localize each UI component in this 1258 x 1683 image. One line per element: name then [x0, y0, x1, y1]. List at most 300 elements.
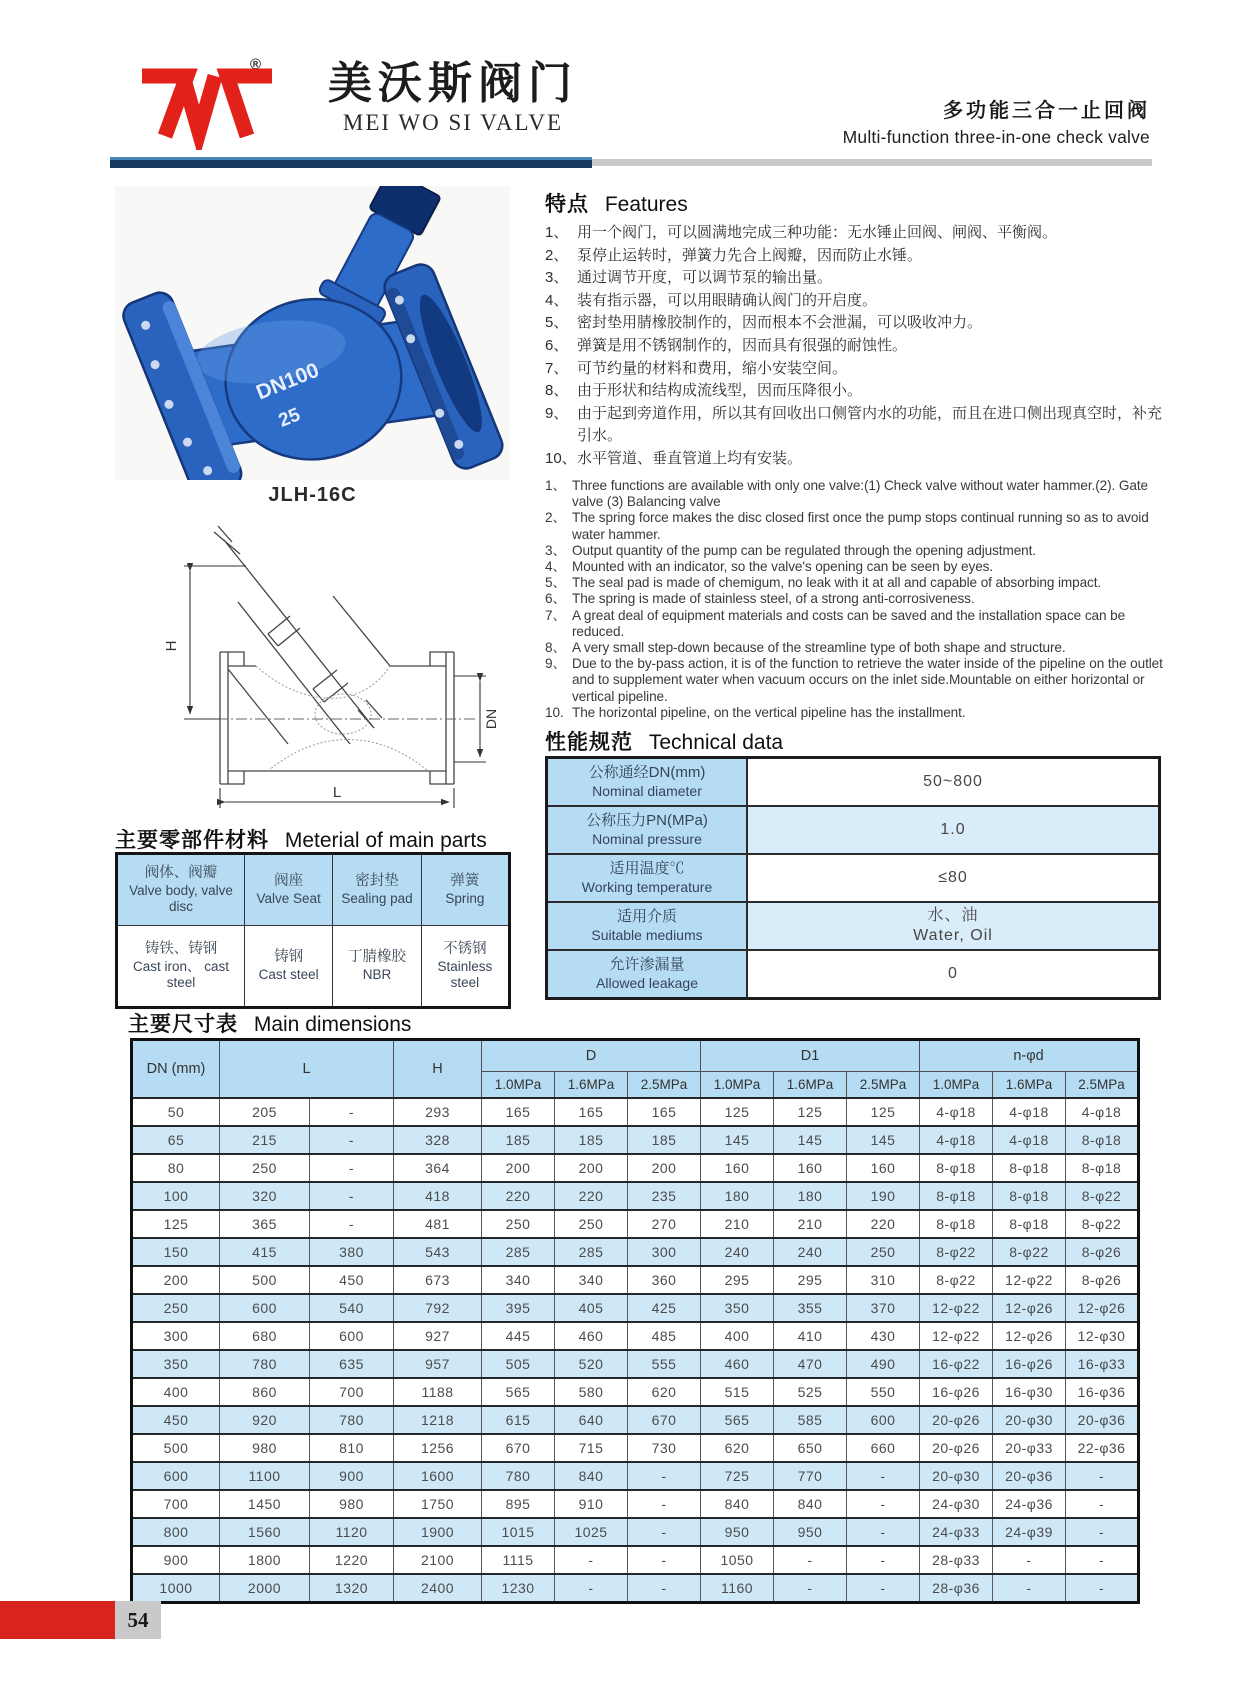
technical-value-line: 50~800 [923, 773, 983, 790]
dim-cell: 12-φ22 [920, 1322, 993, 1350]
dim-cell: 680 [220, 1322, 310, 1350]
dim-cell: 1450 [220, 1490, 310, 1518]
dim-cell: - [310, 1154, 394, 1182]
feature-text: 通过调节开度，可以调节泵的输出量。 [577, 269, 833, 287]
materials-title [115, 824, 487, 854]
feature-text: 由于起到旁道作用，所以其有回收出口侧管内水的功能，而且在进口侧出现真空时，补充引水。 [577, 404, 1163, 445]
dim-cell: 1900 [394, 1518, 482, 1546]
materials-header-cell: 弹簧 Spring [421, 854, 509, 926]
dim-cell: 8-φ26 [1066, 1266, 1139, 1294]
dim-cell: 310 [847, 1266, 920, 1294]
pressure-header: 1.0MPa [701, 1072, 774, 1099]
dim-cell: 16-φ33 [1066, 1350, 1139, 1378]
feature-number: 2、 [545, 510, 566, 526]
table-row [132, 1518, 1139, 1546]
dim-cell: 180 [774, 1182, 847, 1210]
dim-cell: - [628, 1518, 701, 1546]
dim-cell: 235 [628, 1182, 701, 1210]
feature-text: 泵停止运转时，弹簧力先合上阀瓣，因而防止水锤。 [577, 246, 923, 264]
technical-label-en: Allowed leakage [596, 974, 698, 991]
valve-photo [115, 186, 510, 480]
feature-item-en [545, 705, 1163, 721]
dim-cell: 1800 [220, 1546, 310, 1574]
dim-cell: 380 [310, 1238, 394, 1266]
dim-cell: 670 [628, 1406, 701, 1434]
dim-cell: 485 [628, 1322, 701, 1350]
technical-label-cn: 适用温度℃ [609, 860, 685, 878]
dim-cell: 1100 [220, 1462, 310, 1490]
dim-cell: 145 [847, 1126, 920, 1154]
table-row [132, 1350, 1139, 1378]
dim-cell: 165 [482, 1098, 555, 1126]
features-title-en: Features [604, 193, 688, 216]
materials-value-cell: 不锈钢 Stainless steel [421, 926, 509, 1008]
dim-cell: 1050 [701, 1546, 774, 1574]
dim-cell: 410 [774, 1322, 847, 1350]
valve-drawing-svg [128, 514, 518, 816]
technical-value-line: Water, Oil [913, 927, 993, 944]
dim-cell: 1218 [394, 1406, 482, 1434]
dim-cell: 250 [132, 1294, 220, 1322]
technical-label [548, 759, 748, 805]
dim-cell: 1025 [555, 1518, 628, 1546]
dim-cell: - [1066, 1574, 1139, 1603]
dim-cell: 860 [220, 1378, 310, 1406]
dimensions-title-cn: 主要尺寸表 [128, 1013, 238, 1036]
feature-number: 8、 [545, 640, 566, 656]
dim-cell: - [847, 1574, 920, 1603]
dim-cell: 20-φ33 [993, 1434, 1066, 1462]
dim-cell: 220 [482, 1182, 555, 1210]
technical-value [748, 759, 1158, 805]
feature-number: 7、 [545, 359, 569, 377]
technical-label-en: Working temperature [581, 878, 713, 895]
brand-logo [138, 56, 288, 152]
dim-cell: 190 [847, 1182, 920, 1210]
dim-cell: 340 [482, 1266, 555, 1294]
table-row [132, 1294, 1139, 1322]
dim-cell: - [628, 1574, 701, 1603]
dim-cell: 910 [555, 1490, 628, 1518]
technical-row [548, 949, 1158, 997]
dim-cell: 2100 [394, 1546, 482, 1574]
table-row [132, 1266, 1139, 1294]
pressure-header: 2.5MPa [847, 1072, 920, 1099]
technical-row [548, 805, 1158, 853]
dim-cell: 400 [701, 1322, 774, 1350]
feature-item-cn [545, 448, 1163, 471]
materials-header-cell: 阀座 Valve Seat [245, 854, 333, 926]
features-list-en [545, 478, 1163, 721]
dim-cell: - [847, 1490, 920, 1518]
technical-value-line: 1.0 [940, 821, 966, 838]
feature-item-cn [545, 380, 1163, 403]
table-row [132, 1434, 1139, 1462]
feature-number: 7、 [545, 607, 566, 623]
dim-cell: 24-φ39 [993, 1518, 1066, 1546]
dim-cell: 145 [774, 1126, 847, 1154]
dim-cell: 350 [701, 1294, 774, 1322]
table-row [132, 1154, 1139, 1182]
feature-text: 用一个阀门，可以圆满地完成三种功能：无水锤止回阀、闸阀、平衡阀。 [577, 224, 1058, 241]
dimensions-header-row-1 [132, 1040, 1139, 1072]
dim-cell: 980 [310, 1490, 394, 1518]
dim-cell: 12-φ30 [1066, 1322, 1139, 1350]
feature-item-en [545, 543, 1163, 559]
table-row [132, 1098, 1139, 1126]
dim-cell: 620 [628, 1378, 701, 1406]
dim-cell: 430 [847, 1322, 920, 1350]
brand-name-cn: 美沃斯阀门 [328, 59, 578, 108]
dim-cell: 4-φ18 [993, 1098, 1066, 1126]
dim-cell: - [628, 1462, 701, 1490]
dim-cell: 415 [220, 1238, 310, 1266]
pressure-header: 1.6MPa [993, 1072, 1066, 1099]
dim-cell: 505 [482, 1350, 555, 1378]
dim-cell: 16-φ36 [1066, 1378, 1139, 1406]
dim-cell: 16-φ22 [920, 1350, 993, 1378]
feature-text: The spring is made of stainless steel, of a strong anti-corrosiveness. [572, 591, 975, 607]
dim-cell: 840 [774, 1490, 847, 1518]
dim-cell: 1750 [394, 1490, 482, 1518]
col-header-n-phi-d: n-φd [920, 1040, 1139, 1072]
col-header-h: H [394, 1040, 482, 1099]
dim-cell: - [628, 1490, 701, 1518]
dim-cell: 555 [628, 1350, 701, 1378]
dim-cell: 16-φ26 [993, 1350, 1066, 1378]
dim-cell: 8-φ18 [920, 1154, 993, 1182]
feature-number: 8、 [545, 382, 569, 400]
product-title-en: Multi-function three-in-one check valve [842, 127, 1150, 147]
feature-number: 5、 [545, 575, 566, 591]
dim-cell: - [774, 1574, 847, 1603]
dim-cell: 240 [701, 1238, 774, 1266]
dim-cell: 4-φ18 [920, 1098, 993, 1126]
dim-cell: 250 [847, 1238, 920, 1266]
feature-text: The horizontal pipeline, on the vertical pipeline has the installment. [572, 704, 966, 720]
dim-cell: 355 [774, 1294, 847, 1322]
dim-cell: 125 [774, 1098, 847, 1126]
feature-item-en [545, 559, 1163, 575]
dim-cell: 240 [774, 1238, 847, 1266]
dim-cell: 481 [394, 1210, 482, 1238]
dim-cell: 500 [132, 1434, 220, 1462]
dim-cell: - [1066, 1490, 1139, 1518]
dim-cell: 50 [132, 1098, 220, 1126]
table-row [132, 1210, 1139, 1238]
table-row [132, 1322, 1139, 1350]
header-rule-blue [110, 157, 592, 168]
dim-cell: 405 [555, 1294, 628, 1322]
dim-cell: - [847, 1546, 920, 1574]
dim-cell: 635 [310, 1350, 394, 1378]
dim-cell: 285 [482, 1238, 555, 1266]
feature-number: 2、 [545, 246, 569, 264]
product-title-block [843, 94, 1150, 148]
dim-cell: 24-φ36 [993, 1490, 1066, 1518]
dim-cell: 24-φ33 [920, 1518, 993, 1546]
table-row [132, 1182, 1139, 1210]
materials-table [115, 852, 511, 1009]
dim-cell: 395 [482, 1294, 555, 1322]
feature-item-en [545, 478, 1163, 510]
dim-cell: 16-φ26 [920, 1378, 993, 1406]
dim-cell: 800 [132, 1518, 220, 1546]
technical-data-table [545, 756, 1161, 1000]
dim-cell: 125 [701, 1098, 774, 1126]
feature-number: 4、 [545, 559, 566, 575]
technical-label-cn: 公称通经DN(mm) [588, 764, 706, 782]
dim-cell: 780 [220, 1350, 310, 1378]
dim-label-h: H [163, 640, 180, 652]
dim-cell: 4-φ18 [920, 1126, 993, 1154]
dim-cell: 500 [220, 1266, 310, 1294]
dim-cell: 585 [774, 1406, 847, 1434]
dim-cell: - [1066, 1462, 1139, 1490]
feature-number: 4、 [545, 291, 569, 309]
technical-value [748, 951, 1158, 997]
dim-cell: - [310, 1210, 394, 1238]
feature-item-cn [545, 403, 1163, 448]
dimensions-title-en: Main dimensions [253, 1013, 412, 1036]
dim-cell: 1256 [394, 1434, 482, 1462]
dim-cell: 700 [132, 1490, 220, 1518]
dim-cell: 650 [774, 1434, 847, 1462]
dim-cell: 1320 [310, 1574, 394, 1603]
technical-label-cn: 允许渗漏量 [609, 956, 685, 974]
dim-cell: 490 [847, 1350, 920, 1378]
header-rule [110, 157, 1152, 168]
dim-cell: 250 [220, 1154, 310, 1182]
dim-cell: 8-φ22 [1066, 1210, 1139, 1238]
materials-value-cell: 丁腈橡胶 NBR [333, 926, 421, 1008]
feature-item-cn [545, 290, 1163, 313]
dim-cell: 770 [774, 1462, 847, 1490]
dim-cell: 285 [555, 1238, 628, 1266]
product-title-cn: 多功能三合一止回阀 [943, 100, 1150, 122]
dim-cell: 8-φ26 [1066, 1238, 1139, 1266]
dim-cell: 520 [555, 1350, 628, 1378]
dim-cell: 20-φ26 [920, 1434, 993, 1462]
pressure-header: 2.5MPa [1066, 1072, 1139, 1099]
dim-cell: 20-φ26 [920, 1406, 993, 1434]
table-row [132, 1378, 1139, 1406]
dim-cell: 12-φ22 [993, 1266, 1066, 1294]
dim-cell: 400 [132, 1378, 220, 1406]
dim-cell: 620 [701, 1434, 774, 1462]
dim-cell: 210 [701, 1210, 774, 1238]
dim-cell: 370 [847, 1294, 920, 1322]
feature-number: 5、 [545, 314, 569, 332]
dim-cell: 660 [847, 1434, 920, 1462]
dim-cell: - [993, 1574, 1066, 1603]
dim-cell: 80 [132, 1154, 220, 1182]
dim-cell: 600 [310, 1322, 394, 1350]
technical-label [548, 903, 748, 949]
dim-cell: 300 [132, 1322, 220, 1350]
feature-number: 3、 [545, 269, 569, 287]
dim-cell: 8-φ18 [993, 1210, 1066, 1238]
table-row [132, 1126, 1139, 1154]
dim-cell: 300 [628, 1238, 701, 1266]
feature-number: 1、 [545, 478, 566, 493]
dim-cell: 8-φ18 [1066, 1154, 1139, 1182]
dim-cell: 1220 [310, 1546, 394, 1574]
dim-cell: 565 [701, 1406, 774, 1434]
dim-cell: 185 [482, 1126, 555, 1154]
materials-header-cell: 密封垫 Sealing pad [333, 854, 421, 926]
pressure-header: 1.0MPa [920, 1072, 993, 1099]
dim-cell: 20-φ36 [1066, 1406, 1139, 1434]
dim-cell: 460 [701, 1350, 774, 1378]
dim-cell: 792 [394, 1294, 482, 1322]
feature-item-cn [545, 267, 1163, 290]
dim-cell: 640 [555, 1406, 628, 1434]
dim-cell: 580 [555, 1378, 628, 1406]
dim-cell: 600 [847, 1406, 920, 1434]
dim-cell: 540 [310, 1294, 394, 1322]
feature-number: 10、 [545, 449, 577, 467]
feature-text: A very small step-down because of the streamline type of both shape and structure. [572, 640, 1066, 656]
dim-cell: 515 [701, 1378, 774, 1406]
technical-value-line: 0 [948, 965, 958, 982]
dim-cell: 670 [482, 1434, 555, 1462]
dim-cell: 12-φ26 [993, 1294, 1066, 1322]
header-rule-gray [592, 159, 1152, 166]
model-label: JLH-16C [268, 484, 357, 506]
dim-cell: 4-φ18 [1066, 1098, 1139, 1126]
dim-cell: 250 [555, 1210, 628, 1238]
registered-mark: ® [250, 56, 262, 73]
col-header-dn: DN (mm) [132, 1040, 220, 1099]
technical-row [548, 901, 1158, 949]
dim-cell: 4-φ18 [993, 1126, 1066, 1154]
dim-cell: 160 [701, 1154, 774, 1182]
feature-number: 6、 [545, 591, 566, 607]
dim-cell: 8-φ18 [993, 1182, 1066, 1210]
dimensions-table [130, 1038, 1140, 1604]
feature-number: 3、 [545, 542, 566, 558]
dim-cell: 980 [220, 1434, 310, 1462]
dim-cell: 673 [394, 1266, 482, 1294]
pressure-header: 1.6MPa [555, 1072, 628, 1099]
feature-item-cn [545, 245, 1163, 268]
materials-title-cn: 主要零部件材料 [115, 829, 269, 852]
dim-cell: 320 [220, 1182, 310, 1210]
pressure-header: 1.6MPa [774, 1072, 847, 1099]
col-header-l: L [220, 1040, 394, 1099]
dim-cell: 205 [220, 1098, 310, 1126]
dim-cell: 12-φ26 [1066, 1294, 1139, 1322]
technical-row [548, 759, 1158, 805]
dim-cell: 950 [774, 1518, 847, 1546]
materials-value-row [117, 926, 510, 1008]
dim-cell: 12-φ26 [993, 1322, 1066, 1350]
dim-cell: - [628, 1546, 701, 1574]
dim-cell: 1600 [394, 1462, 482, 1490]
dim-cell: 8-φ18 [920, 1210, 993, 1238]
valve-photo-illustration [115, 186, 510, 480]
technical-label-en: Suitable mediums [591, 926, 703, 943]
feature-text: 可节约量的材料和费用，缩小安装空间。 [577, 359, 848, 377]
dim-cell: 543 [394, 1238, 482, 1266]
feature-text: 由于形状和结构成流线型，因而压降很小。 [577, 382, 863, 400]
dim-cell: 22-φ36 [1066, 1434, 1139, 1462]
dim-cell: 215 [220, 1126, 310, 1154]
dim-cell: 780 [482, 1462, 555, 1490]
dim-cell: 1188 [394, 1378, 482, 1406]
dim-cell: 418 [394, 1182, 482, 1210]
dim-cell: 470 [774, 1350, 847, 1378]
materials-header-cell: 阀体、阀瓣 Valve body, valve disc [117, 854, 245, 926]
feature-item-en [545, 656, 1163, 705]
dim-cell: 200 [628, 1154, 701, 1182]
feature-number: 9、 [545, 656, 566, 672]
dim-cell: 8-φ22 [920, 1266, 993, 1294]
feature-item-en [545, 640, 1163, 656]
feature-text: Three functions are available with only one valve:(1) Check valve without water hammer.(2). Gate valve (3) Balancing valve [572, 478, 1148, 510]
dim-cell: 65 [132, 1126, 220, 1154]
dim-cell: 20-φ36 [993, 1462, 1066, 1490]
dim-cell: 185 [555, 1126, 628, 1154]
table-row [132, 1462, 1139, 1490]
dim-cell: - [555, 1546, 628, 1574]
dim-cell: 425 [628, 1294, 701, 1322]
feature-number: 6、 [545, 336, 569, 354]
dim-cell: 8-φ22 [993, 1238, 1066, 1266]
dim-cell: 180 [701, 1182, 774, 1210]
dim-cell: 1000 [132, 1574, 220, 1603]
features-title-cn: 特点 [545, 193, 589, 216]
dim-cell: 20-φ30 [920, 1462, 993, 1490]
feature-text: A great deal of equipment materials and costs can be saved and the installation space can be reduced. [572, 607, 1126, 639]
feature-item-cn [545, 335, 1163, 358]
technical-label-en: Nominal diameter [592, 782, 702, 799]
feature-number: 9、 [545, 404, 569, 422]
dim-cell: 165 [628, 1098, 701, 1126]
materials-header-row [117, 854, 510, 926]
dim-cell: - [847, 1462, 920, 1490]
dim-cell: 364 [394, 1154, 482, 1182]
dim-cell: 270 [628, 1210, 701, 1238]
dim-cell: - [847, 1518, 920, 1546]
dim-cell: 365 [220, 1210, 310, 1238]
dim-cell: 1120 [310, 1518, 394, 1546]
feature-item-cn [545, 358, 1163, 381]
feature-item-en [545, 510, 1163, 542]
table-row [132, 1546, 1139, 1574]
dim-cell: 200 [132, 1266, 220, 1294]
dim-cell: 927 [394, 1322, 482, 1350]
feature-text: The seal pad is made of chemigum, no leak with it at all and capable of absorbing impact. [572, 575, 1102, 591]
dim-cell: 100 [132, 1182, 220, 1210]
dim-cell: 715 [555, 1434, 628, 1462]
dim-cell: 145 [701, 1126, 774, 1154]
table-row [132, 1574, 1139, 1603]
dim-cell: 360 [628, 1266, 701, 1294]
feature-text: 水平管道、垂直管道上均有安装。 [577, 449, 803, 467]
dim-cell: 1230 [482, 1574, 555, 1603]
dim-cell: 840 [701, 1490, 774, 1518]
technical-label [548, 951, 748, 997]
dim-cell: 1115 [482, 1546, 555, 1574]
brand-name-en: MEI WO SI VALVE [342, 110, 564, 136]
dim-cell: 615 [482, 1406, 555, 1434]
dim-cell: 565 [482, 1378, 555, 1406]
dim-cell: 340 [555, 1266, 628, 1294]
dim-cell: 445 [482, 1322, 555, 1350]
dim-cell: 730 [628, 1434, 701, 1462]
